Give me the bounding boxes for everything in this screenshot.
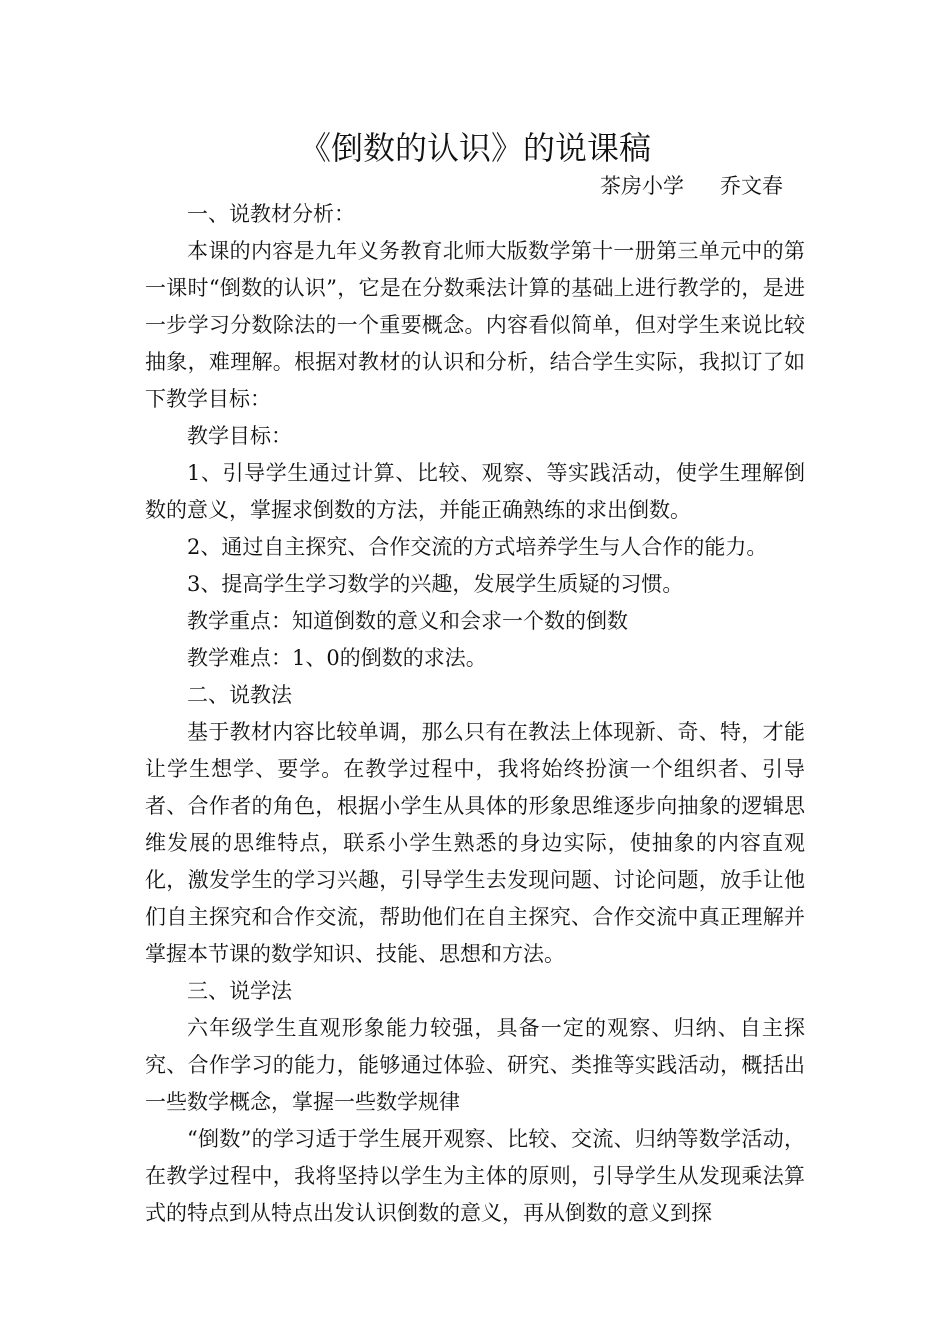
paragraph: 本课的内容是九年义务教育北师大版数学第十一册第三单元中的第一课时“倒数的认识”，它是在分数乘法计算的基础上进行教学的，是进一步学习分数除法的一个重要概念。内容看似简单，但对学生来说比较抽象，难理解。根据对教材的认识和分析，结合学生实际，我拟订了如下教学目标： [145,239,805,411]
paragraph: 1、引导学生通过计算、比较、观察、等实践活动，使学生理解倒数的意义，掌握求倒数的方法，并能正确熟练的求出倒数。 [145,461,805,522]
paragraph: 教学重点：知道倒数的意义和会求一个数的倒数 [187,609,628,633]
section-heading: 二、说教法 [187,683,292,707]
section-heading: 三、说学法 [187,979,292,1003]
paragraph: 2、通过自主探究、合作交流的方式培养学生与人合作的能力。 [187,535,768,559]
paragraph: 3、提高学生学习数学的兴趣，发展学生质疑的习惯。 [187,572,684,596]
paragraph: 教学目标： [187,424,292,448]
document-title: 《倒数的认识》的说课稿 [298,129,651,167]
section-heading: 一、说教材分析： [187,202,355,226]
author-school: 茶房小学 [600,174,684,198]
paragraph: 六年级学生直观形象能力较强，具备一定的观察、归纳、自主探究、合作学习的能力，能够通过体验、研究、类推等实践活动，概括出一些数学概念，掌握一些数学规律 [145,1016,805,1114]
author-name: 乔文春 [720,174,783,198]
paragraph: 教学难点：1、0的倒数的求法。 [187,646,487,670]
document-body [145,196,805,1232]
paragraph: “倒数”的学习适于学生展开观察、比较、交流、归纳等数学活动，在教学过程中，我将坚持以学生为主体的原则，引导学生从发现乘法算式的特点到从特点出发认识倒数的意义，再从倒数的意义到探 [145,1127,805,1225]
paragraph: 基于教材内容比较单调，那么只有在教法上体现新、奇、特，才能让学生想学、要学。在教学过程中，我将始终扮演一个组织者、引导者、合作者的角色，根据小学生从具体的形象思维逐步向抽象的逻辑思维发展的思维特点，联系小学生熟悉的身边实际，使抽象的内容直观化，激发学生的学习兴趣，引导学生去发现问题、讨论问题，放手让他们自主探究和合作交流，帮助他们在自主探究、合作交流中真正理解并掌握本节课的数学知识、技能、思想和方法。 [145,720,805,966]
